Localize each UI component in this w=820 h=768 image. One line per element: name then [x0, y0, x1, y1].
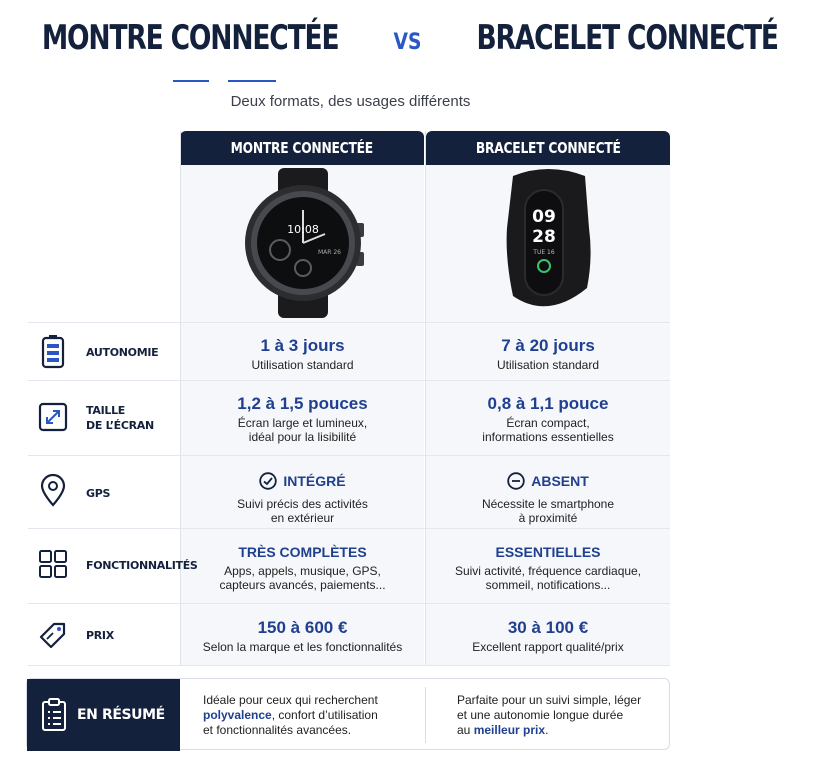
clipboard-icon: [41, 698, 67, 732]
battery-icon: [36, 334, 70, 368]
band-features-cell: [426, 542, 670, 592]
watch-gps-value: INTÉGRÉ: [283, 473, 346, 489]
band-features-desc-2: sommeil, notifications...: [485, 578, 611, 592]
summary-divider: [425, 687, 426, 743]
watch-features-desc-1: Apps, appels, musique, GPS,: [224, 564, 381, 578]
check-circle-icon: [259, 472, 277, 490]
band-features-value: ESSENTIELLES: [495, 544, 601, 560]
price-tag-icon: [36, 618, 70, 652]
band-autonomy-cell: [426, 336, 670, 372]
watch-features-cell: [180, 542, 425, 592]
band-gps-desc-1: Nécessite le smartphone: [481, 497, 615, 511]
watch-price-cell: [180, 618, 425, 654]
band-screen-desc-2: informations essentielles: [482, 430, 614, 444]
watch-features-value: TRÈS COMPLÈTES: [238, 544, 367, 560]
screen-size-icon: [36, 400, 70, 434]
watch-gps-desc-2: en extérieur: [270, 511, 335, 525]
watch-screen-desc-2: idéal pour la lisibilité: [248, 430, 357, 444]
watch-price-desc: Selon la marque et les fonctionnalités: [202, 640, 403, 654]
row-label-screen-size: TAILLE DE L’ÉCRAN: [86, 404, 154, 432]
band-price-desc: Excellent rapport qualité/prix: [472, 640, 624, 654]
row-divider: [28, 380, 670, 381]
row-divider: [28, 528, 670, 529]
band-gps-desc-2: à proximité: [518, 511, 578, 525]
band-screen-desc-1: Écran compact,: [506, 416, 590, 430]
page-title: [0, 18, 778, 58]
summary-band-text: Parfaite pour un suivi simple, léger et une autonomie longue durée au meilleur prix.: [457, 693, 642, 737]
minus-circle-icon: [507, 472, 525, 490]
subtitle: Deux formats, des usages différents: [230, 93, 471, 110]
fitness-band-image: [426, 168, 670, 318]
svg-text:28: 28: [532, 227, 556, 247]
watch-price-value: 150 à 600 €: [257, 618, 348, 637]
svg-text:MAR 26: MAR 26: [317, 249, 341, 256]
watch-screen-value: 1,2 à 1,5 pouces: [237, 394, 368, 413]
watch-gps-desc-1: Suivi précis des activités: [237, 497, 368, 511]
decorative-line-left: [173, 80, 209, 82]
smartwatch-image: [180, 168, 425, 318]
row-divider: [28, 603, 670, 604]
summary-watch-text: Idéale pour ceux qui recherchent polyvalence, confort d’utilisation et fonctionnalités avancées.: [203, 693, 378, 737]
row-label-price: PRIX: [86, 629, 114, 642]
watch-autonomy-desc: Utilisation standard: [251, 358, 354, 372]
svg-text:TUE 16: TUE 16: [533, 249, 555, 256]
decorative-line-right: [228, 80, 276, 82]
row-label-gps: GPS: [86, 487, 111, 500]
summary-box: [26, 678, 670, 750]
watch-autonomy-value: 1 à 3 jours: [260, 336, 345, 355]
band-gps-cell: [426, 471, 670, 525]
svg-text:10:08: 10:08: [286, 223, 319, 236]
title-right: BRACELET CONNECTÉ: [476, 18, 778, 58]
location-pin-icon: [36, 474, 70, 508]
band-price-cell: [426, 618, 670, 654]
band-gps-value: ABSENT: [531, 473, 589, 489]
row-divider: [28, 455, 670, 456]
row-divider: [28, 665, 670, 666]
band-screen-cell: [426, 394, 670, 444]
band-price-value: 30 à 100 €: [507, 618, 589, 637]
band-column-header: BRACELET CONNECTÉ: [426, 131, 670, 165]
band-screen-value: 0,8 à 1,1 pouce: [487, 394, 609, 413]
watch-autonomy-cell: [180, 336, 425, 372]
watch-column-header: MONTRE CONNECTÉE: [180, 131, 424, 165]
row-label-autonomie: AUTONOMIE: [86, 346, 159, 359]
svg-text:09: 09: [532, 207, 556, 227]
watch-gps-cell: [180, 471, 425, 525]
band-features-desc-1: Suivi activité, fréquence cardiaque,: [454, 564, 642, 578]
watch-screen-desc-1: Écran large et lumineux,: [237, 416, 368, 430]
grid-icon: [36, 547, 70, 581]
band-autonomy-desc: Utilisation standard: [496, 358, 600, 372]
title-vs: VS: [393, 30, 422, 55]
watch-screen-cell: [180, 394, 425, 444]
summary-title: EN RÉSUMÉ: [77, 707, 165, 723]
title-left: MONTRE CONNECTÉE: [41, 18, 339, 58]
band-autonomy-value: 7 à 20 jours: [501, 336, 595, 355]
summary-header: [27, 679, 180, 751]
row-divider: [28, 322, 670, 323]
row-label-features: FONCTIONNALITÉS: [86, 559, 198, 572]
watch-features-desc-2: capteurs avancés, paiements...: [219, 578, 386, 592]
